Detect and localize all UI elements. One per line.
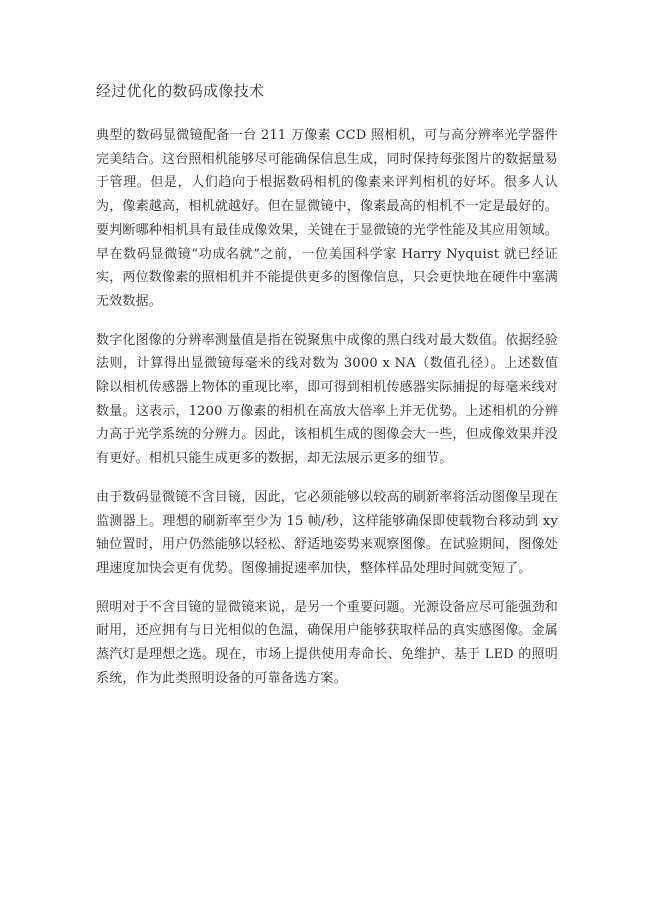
document-page — [96, 80, 558, 705]
paragraph-illumination: 照明对于不含目镜的显微镜来说，是另一个重要问题。光源设备应尽可能强劲和耐用，还应拥有与日光相似的色温，确保用户能够获取样品的真实感图像。金属蒸汽灯是理想之选。现在，市场上提供使用寿命长、免维护、基于 LED 的照明系统，作为此类照明设备的可靠备选方案。 — [96, 599, 559, 686]
paragraph-camera-pixels: 典型的数码显微镜配备一台 211 万像素 CCD 照相机，可与高分辨率光学器件完美结合。这台照相机能够尽可能确保信息生成，同时保持每张图片的数据量易于管理。但是，人们趋向于根据数码相机的像素来评判相机的好坏。很多人认为，像素越高，相机就越好。但在显微镜中，像素最高的相机不一定是最好的。要判断哪种相机具有最佳成像效果，关键在于显微镜的光学性能及其应用领域。早在数码显微镜“功成名就”之前，一位美国科学家 Harry Nyquist 就已经证实，两位数像素的照相机并不能提供更多的图像信息，只会更快地在硬件中塞满无效数据。 — [96, 128, 559, 309]
paragraph-refresh-rate: 由于数码显微镜不含目镜，因此，它必须能够以较高的刷新率将活动图像呈现在监测器上。理想的刷新率至少为 15 帧/秒，这样能够确保即使载物台移动到 xy 轴位置时，用户仍然能够以轻松、舒适地姿势来观察图像。在试验期间，图像处理速度加快会更有优势。图像捕捉速率加快，整体样品处理时间就变短了。 — [96, 489, 559, 576]
document-title: 经过优化的数码成像技术 — [96, 82, 265, 100]
paragraph-resolution: 数字化图像的分辨率测量值是指在锐聚焦中成像的黑白线对最大数值。依据经验法则，计算得出显微镜每毫米的线对数为 3000 x NA（数值孔径）。上述数值除以相机传感器上物体的重现比率，即可得到相机传感器实际捕捉的每毫米线对数量。这表示，1200 万像素的相机在高放大倍率上并无优势。上述相机的分辨力高于光学系统的分辨力。因此，该相机生成的图像会大一些，但成像效果并没有更好。相机只能生成更多的数据，却无法展示更多的细节。 — [96, 332, 559, 467]
